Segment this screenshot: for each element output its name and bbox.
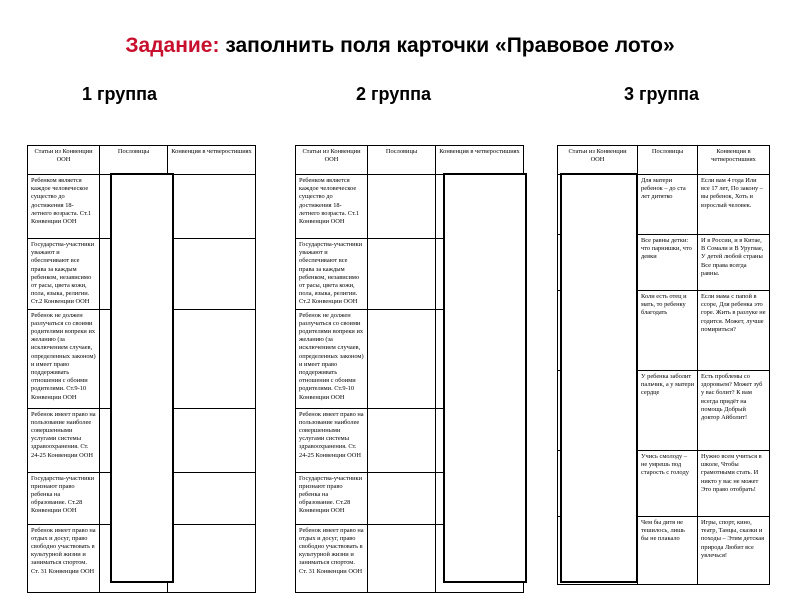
article-cell: Ребенок не должен разлучаться со своими родителями вопреки их желанию (за исключением случаев, определенных законом) и имеет право поддерживать отношения с обоими родителями. Ст.9-10 Конвенции ООН: [296, 309, 368, 408]
proverb-cell: У ребенка заболит пальчик, а у матери сердце: [638, 371, 698, 451]
header-articles: Статьи из Конвенции ООН: [28, 146, 100, 175]
article-cell: Государства-участники признают право ребенка на образование. Ст.28 Конвенции ООН: [296, 472, 368, 524]
article-cell: Ребенок имеет право на отдых и досуг, право свободно участвовать в культурной жизни и заниматься спортом. Ст. 31 Конвенции ООН: [28, 524, 100, 592]
header-verses: Конвенция в четверостишиях: [698, 146, 770, 175]
header-verses: Конвенция в четверостишиях: [168, 146, 256, 175]
article-cell: Государства-участники уважают и обеспечивают все права за каждым ребенком, независимо от расы, цвета кожи, пола, языка, религии. Ст.2 Конвенции ООН: [296, 239, 368, 310]
article-cell: Ребенок имеет право на отдых и досуг, право свободно участвовать в культурной жизни и заниматься спортом. Ст. 31 Конвенции ООН: [296, 524, 368, 592]
proverbs-fill-box-group-1[interactable]: [110, 173, 174, 583]
verse-cell: Если мама с папой в ссоре, Для ребенка это горе. Жить в разлуке не годится. Может, лучше помириться?: [698, 291, 770, 371]
header-proverbs: Пословицы: [638, 146, 698, 175]
proverb-cell: Для матери ребенок – до ста лет дитятко: [638, 175, 698, 235]
article-cell: Ребенок не должен разлучаться со своими родителями вопреки их желанию (за исключением случаев, определенных законом) и имеет право поддерживать отношения с обоими родителями. Ст.9-10 Конвенции ООН: [28, 309, 100, 408]
verse-cell: Игры, спорт, кино, театр, Танцы, сказки и походы – Этим детская природа Любит все увлечься!: [698, 517, 770, 585]
verse-cell: И в России, и в Китае, В Сомали и В Уругвае, У детей любой страны Все права всегда равны.: [698, 235, 770, 291]
verse-cell: Нужно всем учиться в школе, Чтобы грамотными стать. И никто у вас не может Это право отобрать!: [698, 451, 770, 517]
header-proverbs: Пословицы: [368, 146, 436, 175]
article-cell: Ребенком является каждое человеческое существо до достижения 18- летнего возраста. Ст.1 Конвенции ООН: [28, 175, 100, 239]
articles-fill-box-group-3[interactable]: [560, 173, 638, 583]
article-cell: Государства-участники признают право ребенка на образование. Ст.28 Конвенции ООН: [28, 472, 100, 524]
verses-fill-box-group-2[interactable]: [443, 173, 527, 583]
group-1-label: 1 группа: [82, 84, 158, 104]
proverb-cell: Учись смолоду – не умрешь под старость с голоду: [638, 451, 698, 517]
article-cell: Ребенок имеет право на пользование наиболее совершенными услугами системы здравоохранения. Ст. 24-25 Конвенции ООН: [296, 408, 368, 472]
header-articles: Статьи из Конвенции ООН: [296, 146, 368, 175]
verse-cell: Есть проблемы со здоровьем? Может зуб у вас болит? К вам всегда придёт на помощь Добрый доктор Айболит!: [698, 371, 770, 451]
article-cell: Ребенком является каждое человеческое существо до достижения 18- летнего возраста. Ст.1 Конвенции ООН: [296, 175, 368, 239]
verse-cell: Если вам 4 года Или все 17 лет, По закону – вы ребенок, Хоть и взрослый человек.: [698, 175, 770, 235]
header-proverbs: Пословицы: [100, 146, 168, 175]
article-cell: Ребенок имеет право на пользование наиболее совершенными услугами системы здравоохранения. Ст. 24-25 Конвенции ООН: [28, 408, 100, 472]
slide-title: [0, 34, 800, 58]
proverb-cell: Чем бы дитя не тешилось, лишь бы не плакало: [638, 517, 698, 585]
proverb-cell: Все равны детки: что парнишки, что девки: [638, 235, 698, 291]
header-articles: Статьи из Конвенции ООН: [558, 146, 638, 175]
article-cell: Государства-участники уважают и обеспечивают все права за каждым ребенком, независимо от расы, цвета кожи, пола, языка, религии. Ст.2 Конвенции ООН: [28, 239, 100, 310]
title-main: заполнить поля карточки «Правовое лото»: [225, 34, 675, 57]
title-prefix: Задание:: [125, 34, 220, 57]
proverb-cell: Коли есть отец и мать, то ребенку благодать: [638, 291, 698, 371]
group-2-label: 2 группа: [356, 84, 432, 104]
header-verses: Конвенция в четверостишиях: [436, 146, 524, 175]
group-3-label: 3 группа: [624, 84, 700, 104]
